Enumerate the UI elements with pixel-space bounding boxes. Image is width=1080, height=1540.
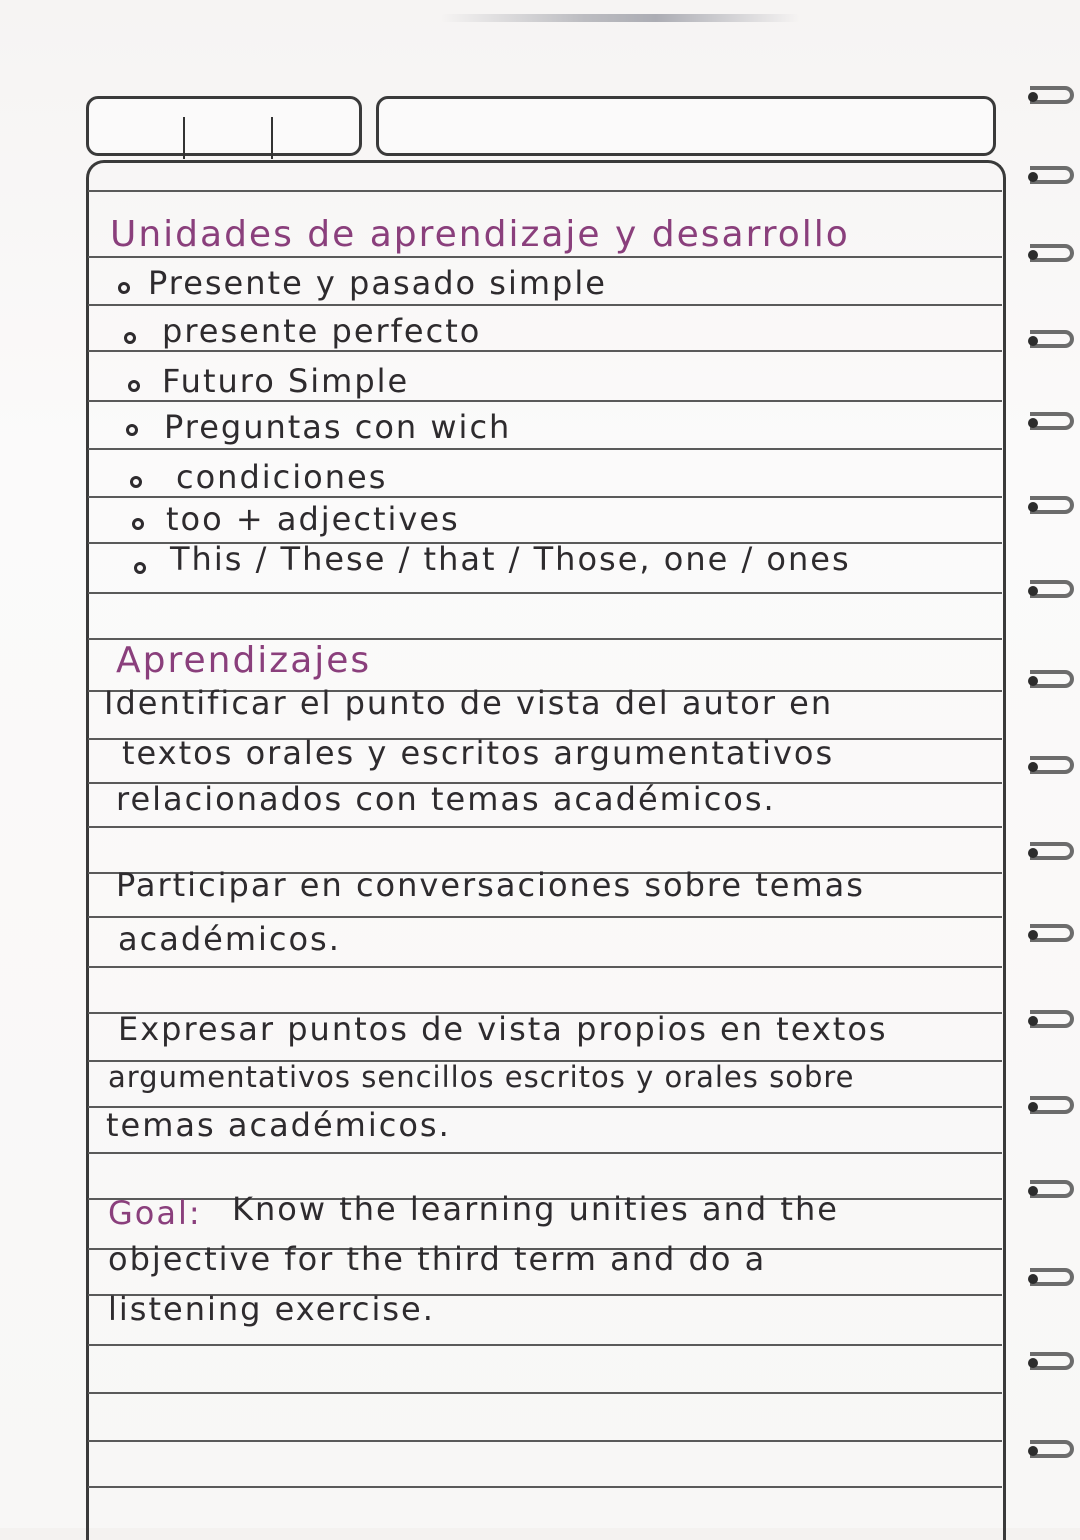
spiral-ring-icon	[1030, 330, 1074, 352]
spiral-ring-icon	[1030, 670, 1074, 692]
section-title: Aprendizajes	[116, 640, 372, 681]
ruled-line	[88, 1440, 1002, 1442]
ruled-line	[88, 496, 1002, 498]
spiral-ring-icon	[1030, 580, 1074, 602]
spiral-ring-icon	[1030, 756, 1074, 778]
section-title: Unidades de aprendizaje y desarrollo	[110, 214, 850, 255]
list-item: presente perfecto	[162, 312, 482, 350]
paragraph-line: argumentativos sencillos escritos y orales sobre	[108, 1060, 855, 1094]
ruled-line	[88, 190, 1002, 192]
spiral-ring-icon	[1030, 412, 1074, 434]
date-divider	[271, 117, 273, 159]
spiral-ring-icon	[1030, 1268, 1074, 1290]
spiral-ring-icon	[1030, 1096, 1074, 1118]
title-box	[376, 96, 996, 156]
list-item: This / These / that / Those, one / ones	[170, 540, 851, 578]
paragraph-line: textos orales y escritos argumentativos	[122, 734, 835, 772]
list-item: too + adjectives	[166, 500, 460, 538]
spiral-ring-icon	[1030, 842, 1074, 864]
ruled-line	[88, 304, 1002, 306]
page-edge-shadow	[440, 14, 800, 22]
bullet-icon	[134, 562, 146, 574]
bullet-icon	[118, 282, 130, 294]
goal-line: listening exercise.	[108, 1290, 435, 1328]
goal-line: Know the learning unities and the	[232, 1190, 839, 1228]
ruled-line	[88, 1152, 1002, 1154]
spiral-ring-icon	[1030, 496, 1074, 518]
bullet-icon	[130, 476, 142, 488]
spiral-ring-icon	[1030, 86, 1074, 108]
ruled-line	[88, 350, 1002, 352]
ruled-line	[88, 448, 1002, 450]
paragraph-line: académicos.	[118, 920, 341, 958]
bullet-icon	[128, 380, 140, 392]
spiral-ring-icon	[1030, 1440, 1074, 1462]
paragraph-line: Identificar el punto de vista del autor en	[104, 684, 834, 722]
spiral-ring-icon	[1030, 1010, 1074, 1032]
ruled-line	[88, 1392, 1002, 1394]
date-box	[86, 96, 362, 156]
ruled-line	[88, 1486, 1002, 1488]
ruled-line	[88, 256, 1002, 258]
goal-line: objective for the third term and do a	[108, 1240, 767, 1278]
ruled-line	[88, 916, 1002, 918]
bullet-icon	[126, 424, 138, 436]
goal-label: Goal:	[108, 1194, 202, 1232]
spiral-ring-icon	[1030, 1352, 1074, 1374]
date-divider	[183, 117, 185, 159]
spiral-ring-icon	[1030, 244, 1074, 266]
bullet-icon	[132, 518, 144, 530]
paragraph-line: Expresar puntos de vista propios en textos	[118, 1010, 888, 1048]
bullet-icon	[124, 332, 136, 344]
spiral-ring-icon	[1030, 1180, 1074, 1202]
paragraph-line: relacionados con temas académicos.	[116, 780, 776, 818]
paragraph-line: Participar en conversaciones sobre temas	[116, 866, 865, 904]
list-item: Presente y pasado simple	[148, 264, 607, 302]
list-item: condiciones	[176, 458, 388, 496]
ruled-line	[88, 400, 1002, 402]
spiral-ring-icon	[1030, 924, 1074, 946]
ruled-line	[88, 1344, 1002, 1346]
ruled-line	[88, 826, 1002, 828]
ruled-line	[88, 966, 1002, 968]
list-item: Futuro Simple	[162, 362, 410, 400]
paragraph-line: temas académicos.	[106, 1106, 451, 1144]
ruled-line	[88, 592, 1002, 594]
list-item: Preguntas con wich	[164, 408, 512, 446]
spiral-ring-icon	[1030, 166, 1074, 188]
